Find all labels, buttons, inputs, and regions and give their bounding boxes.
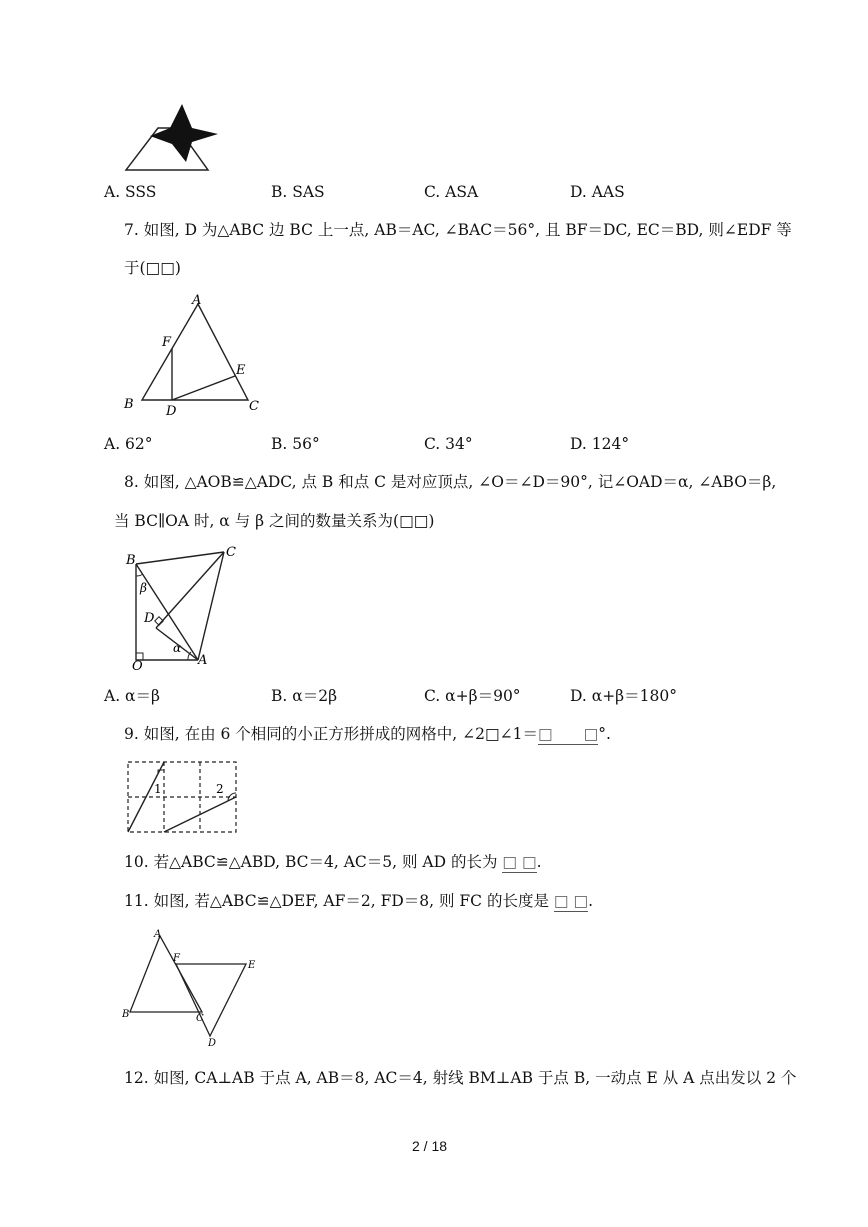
q9-answer-blank[interactable]: □ □ xyxy=(537,725,599,743)
q8-option-c[interactable]: C. α+β＝90° xyxy=(424,687,521,705)
q10-text-before: 10. 若△ABC≌△ABD, BC＝4, AC＝5, 则 AD 的长为 xyxy=(124,853,503,871)
q7-option-a[interactable]: A. 62° xyxy=(104,435,153,453)
q6-option-b[interactable]: B. SAS xyxy=(271,183,325,201)
q9-label-1: 1 xyxy=(154,782,162,796)
q8-label-a: A xyxy=(198,653,208,668)
q7-label-a: A xyxy=(192,293,202,308)
q8-label-o: O xyxy=(132,659,143,672)
q10-answer-blank[interactable]: □ □ xyxy=(502,853,537,871)
q9-text-before: 9. 如图, 在由 6 个相同的小正方形拼成的网格中, ∠2□∠1＝ xyxy=(124,725,538,743)
q6-option-c[interactable]: C. ASA xyxy=(424,183,479,201)
q11-answer-blank[interactable]: □ □ xyxy=(553,892,589,910)
page-number: 2 / 18 xyxy=(412,1138,448,1154)
q8-text-line2: 当 BC∥OA 时, α 与 β 之间的数量关系为(□□) xyxy=(114,512,435,530)
q11-label-d: D xyxy=(208,1038,217,1048)
q7-option-d[interactable]: D. 124° xyxy=(570,435,630,453)
q9-text-after: °. xyxy=(598,725,611,743)
q8-text-line1: 8. 如图, △AOB≌△ADC, 点 B 和点 C 是对应顶点, ∠O＝∠D＝90°, 记∠OAD＝α, ∠ABO＝β, xyxy=(124,473,777,491)
q11-label-b: B xyxy=(122,1009,130,1020)
q9-text xyxy=(124,724,611,745)
q11-label-c: C xyxy=(196,1013,204,1024)
q8-label-alpha: α xyxy=(173,641,182,655)
q11-figure xyxy=(118,926,268,1048)
q9-grid-figure xyxy=(124,760,240,836)
q9-label-2: 2 xyxy=(216,782,224,796)
q10-text-after: . xyxy=(536,853,542,871)
q7-label-b: B xyxy=(124,397,134,412)
q11-label-e: E xyxy=(248,960,256,971)
q10-text xyxy=(124,852,542,873)
q11-label-f: F xyxy=(173,953,180,964)
q8-option-b[interactable]: B. α＝2β xyxy=(271,687,338,705)
q8-label-d: D xyxy=(144,611,155,626)
q7-text-line1: 7. 如图, D 为△ABC 边 BC 上一点, AB＝AC, ∠BAC＝56°, 且 BF＝DC, EC＝BD, 则∠EDF 等 xyxy=(124,221,792,239)
q6-option-d[interactable]: D. AAS xyxy=(570,183,625,201)
q8-figure xyxy=(118,542,248,672)
q7-label-c: C xyxy=(249,399,259,414)
q8-option-a[interactable]: A. α＝β xyxy=(104,687,160,705)
q11-text-before: 11. 如图, 若△ABC≌△DEF, AF＝2, FD＝8, 则 FC 的长度是 xyxy=(124,892,554,910)
q7-label-e: E xyxy=(236,363,246,378)
q7-label-d: D xyxy=(166,404,177,419)
q8-label-c: C xyxy=(226,545,236,560)
q8-option-d[interactable]: D. α+β＝180° xyxy=(570,687,677,705)
q7-option-c[interactable]: C. 34° xyxy=(424,435,473,453)
q8-label-b: B xyxy=(126,553,136,568)
q11-text-after: . xyxy=(588,892,594,910)
q7-label-f: F xyxy=(162,335,172,350)
q7-text-line2: 于(□□) xyxy=(124,259,181,277)
star-shape xyxy=(150,104,218,162)
q11-label-a: A xyxy=(154,929,162,940)
q11-text xyxy=(124,891,593,912)
q6-option-a[interactable]: A. SSS xyxy=(104,183,157,201)
q8-label-beta: β xyxy=(140,581,147,595)
q6-figure xyxy=(120,100,230,175)
q7-option-b[interactable]: B. 56° xyxy=(271,435,320,453)
q12-text-line1: 12. 如图, CA⊥AB 于点 A, AB＝8, AC＝4, 射线 BM⊥AB 于点 B, 一动点 E 从 A 点出发以 2 个 xyxy=(124,1069,797,1087)
q7-figure xyxy=(118,290,268,420)
